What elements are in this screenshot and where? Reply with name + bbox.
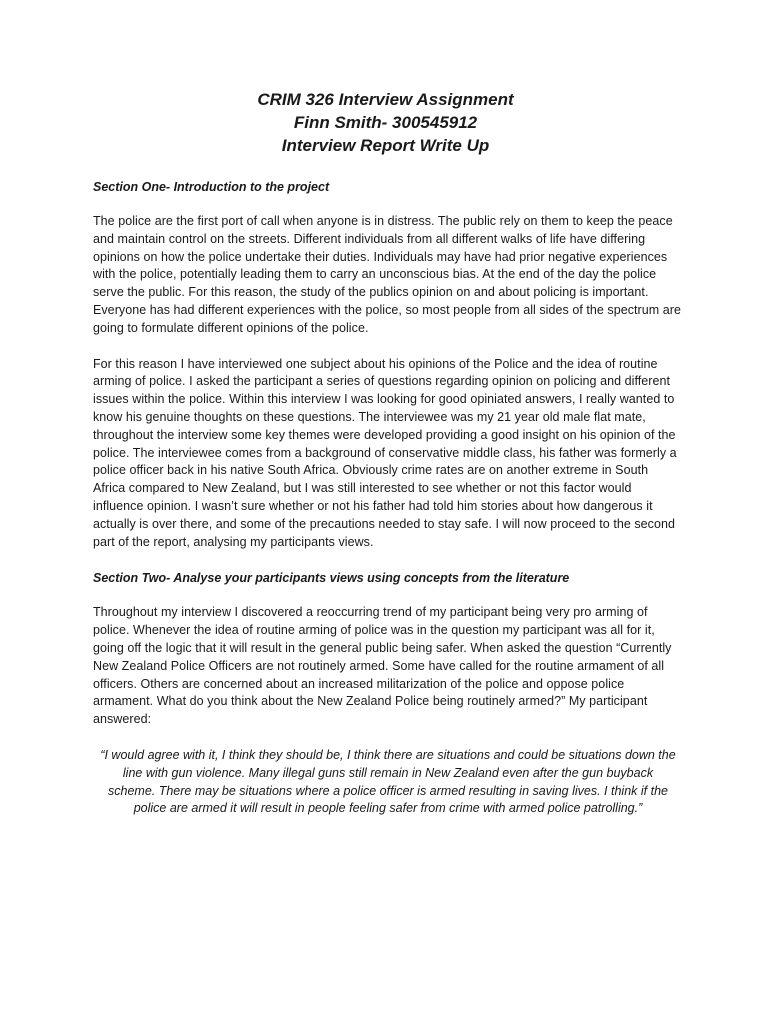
participant-quote: “I would agree with it, I think they should be, I think there are situations and could be situations down the line with gun violence. Many illegal guns still remain in New Zealand even after the gun buyback scheme. There may be situations where a police officer is armed resulting in saving lives. I think if the police are armed it will result in people feeling safer from crime with armed police patrolling.”	[100, 747, 676, 816]
section-two-paragraph: Throughout my interview I discovered a reoccurring trend of my participant being very pro arming of police. Whenever the idea of routine arming of police was in the question my participant was all for it, going off the logic that it will result in the general public being safer. When asked the question “Currently New Zealand Police Officers are not routinely armed. Some have called for the routine armament of all officers. Others are concerned about an increased militarization of the police and oppose police armament. What do you think about the New Zealand Police being routinely armed?” My participant answered:	[93, 605, 672, 727]
section-one-paragraph-1: The police are the first port of call when anyone is in distress. The public rely on them to keep the peace and maintain control on the streets. Different individuals from all different walks of life have differing opinions on how the police undertake their duties. Individuals may have had prior negative experiences with the police, potentially leading them to carry an unconscious bias. At the end of the day the police serve the public. For this reason, the study of the publics opinion on and about policing is important. Everyone has had different experiences with the police, so most people from all sides of the spectrum are going to formulate different opinions of the police.	[93, 214, 681, 335]
document-page	[93, 88, 683, 818]
section-two-heading: Section Two- Analyse your participants views using concepts from the literature	[93, 571, 570, 586]
title-course: CRIM 326 Interview Assignment	[257, 90, 514, 109]
title-report: Interview Report Write Up	[281, 136, 490, 155]
document-title	[88, 88, 683, 157]
title-author: Finn Smith- 300545912	[293, 113, 478, 132]
section-one-paragraph-2: For this reason I have interviewed one subject about his opinions of the Police and the idea of routine arming of police. I asked the participant a series of questions regarding opinion on policing and different issues within the police. Within this interview I was looking for good opiniated answers, I really wanted to know his genuine thoughts on these questions. The interviewee was my 21 year old male flat mate, throughout the interview some key themes were developed providing a good insight on his opinion of the police. The interviewee comes from a background of conservative middle class, his father was formerly a police officer back in his native South Africa. Obviously crime rates are on another extreme in South Africa compared to New Zealand, but I was still interested to see whether or not this factor would influence opinion. I wasn’t sure whether or not his father had told him stories about how dangerous it actually is over there, and some of the precautions needed to stay safe. I will now proceed to the second part of the report, analysing my participants views.	[93, 356, 677, 549]
section-one-heading: Section One- Introduction to the project	[93, 180, 330, 194]
